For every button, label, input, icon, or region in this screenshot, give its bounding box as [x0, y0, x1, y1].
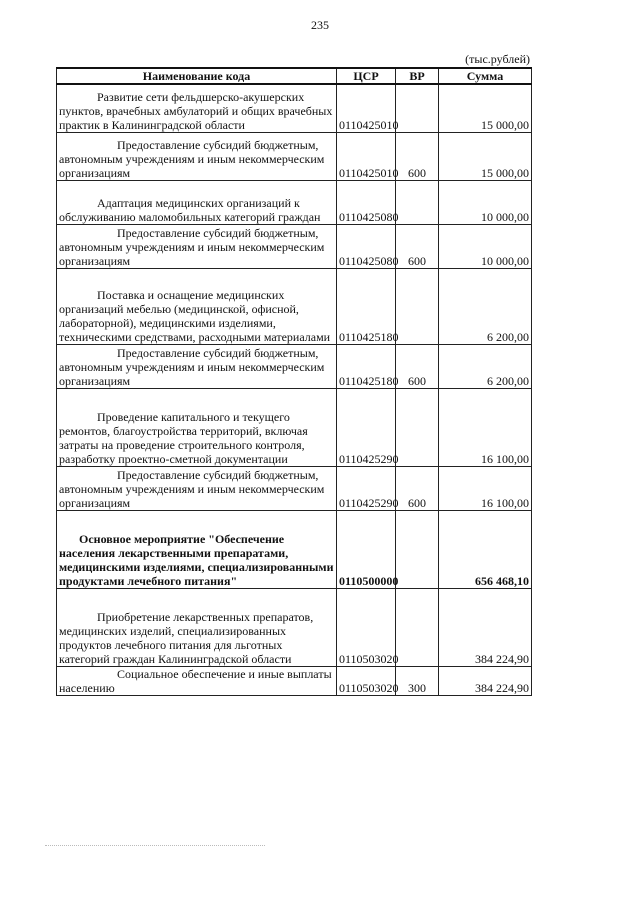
cell-csr: 0110425180 — [337, 268, 396, 344]
cell-sum: 656 468,10 — [439, 510, 532, 588]
cell-vr: 600 — [396, 466, 439, 510]
cell-csr: 0110425080 — [337, 180, 396, 224]
table-header-row — [57, 68, 532, 84]
cell-vr — [396, 180, 439, 224]
table-row — [57, 132, 532, 180]
table-row — [57, 224, 532, 268]
cell-csr: 0110425080 — [337, 224, 396, 268]
cell-name: Предоставление субсидий бюджетным, автономным учреждениям и иным некоммерческим организациям — [57, 132, 337, 180]
cell-csr: 0110500000 — [337, 510, 396, 588]
header-vr: ВР — [396, 68, 439, 84]
units-label: (тыс.рублей) — [465, 52, 530, 66]
cell-name: Предоставление субсидий бюджетным, автономным учреждениям и иным некоммерческим организациям — [57, 466, 337, 510]
cell-vr: 600 — [396, 224, 439, 268]
cell-csr: 0110425180 — [337, 344, 396, 388]
cell-csr: 0110503020 — [337, 588, 396, 666]
cell-name: Проведение капитального и текущего ремонтов, благоустройства территорий, включая затраты на проведение строительного контроля, разработку проектно-сметной документации — [57, 388, 337, 466]
table-row — [57, 268, 532, 344]
table-row — [57, 388, 532, 466]
budget-table — [56, 67, 532, 696]
cell-sum: 15 000,00 — [439, 132, 532, 180]
cell-sum: 6 200,00 — [439, 268, 532, 344]
cell-name: Адаптация медицинских организаций к обслуживанию маломобильных категорий граждан — [57, 180, 337, 224]
cell-csr: 0110425010 — [337, 132, 396, 180]
cell-csr: 0110425010 — [337, 84, 396, 132]
cell-sum: 15 000,00 — [439, 84, 532, 132]
header-name: Наименование кода — [57, 68, 337, 84]
cell-sum: 384 224,90 — [439, 588, 532, 666]
cell-csr: 0110425290 — [337, 466, 396, 510]
cell-name: Предоставление субсидий бюджетным, автономным учреждениям и иным некоммерческим организациям — [57, 344, 337, 388]
table-row — [57, 180, 532, 224]
cell-vr: 600 — [396, 132, 439, 180]
cell-sum: 10 000,00 — [439, 180, 532, 224]
table-row — [57, 84, 532, 132]
cell-csr: 0110503020 — [337, 666, 396, 695]
cell-vr: 300 — [396, 666, 439, 695]
table-body — [57, 84, 532, 695]
table-row — [57, 666, 532, 695]
cell-vr — [396, 268, 439, 344]
header-sum: Сумма — [439, 68, 532, 84]
cell-vr: 600 — [396, 344, 439, 388]
header-csr: ЦСР — [337, 68, 396, 84]
cell-sum: 16 100,00 — [439, 388, 532, 466]
table-row — [57, 466, 532, 510]
cell-csr: 0110425290 — [337, 388, 396, 466]
cell-sum: 16 100,00 — [439, 466, 532, 510]
cell-vr — [396, 84, 439, 132]
footer-line — [45, 845, 265, 846]
cell-vr — [396, 510, 439, 588]
table-row — [57, 510, 532, 588]
cell-sum: 384 224,90 — [439, 666, 532, 695]
cell-name: Социальное обеспечение и иные выплаты населению — [57, 666, 337, 695]
cell-sum: 6 200,00 — [439, 344, 532, 388]
table-row — [57, 344, 532, 388]
table-row — [57, 588, 532, 666]
cell-vr — [396, 588, 439, 666]
cell-name: Поставка и оснащение медицинских организаций мебелью (медицинской, офисной, лабораторной), медицинскими изделиями, техническими средствами, расходными материалами — [57, 268, 337, 344]
cell-sum: 10 000,00 — [439, 224, 532, 268]
cell-name: Основное мероприятие "Обеспечение населения лекарственными препаратами, медицинскими изделиями, специализированными продуктами лечебного питания" — [57, 510, 337, 588]
page-number: 235 — [311, 18, 329, 32]
cell-name: Приобретение лекарственных препаратов, медицинских изделий, специализированных продуктов лечебного питания для льготных категорий граждан Калининградской области — [57, 588, 337, 666]
cell-name: Предоставление субсидий бюджетным, автономным учреждениям и иным некоммерческим организациям — [57, 224, 337, 268]
cell-name: Развитие сети фельдшерско-акушерских пунктов, врачебных амбулаторий и общих врачебных практик в Калининградской области — [57, 84, 337, 132]
cell-vr — [396, 388, 439, 466]
